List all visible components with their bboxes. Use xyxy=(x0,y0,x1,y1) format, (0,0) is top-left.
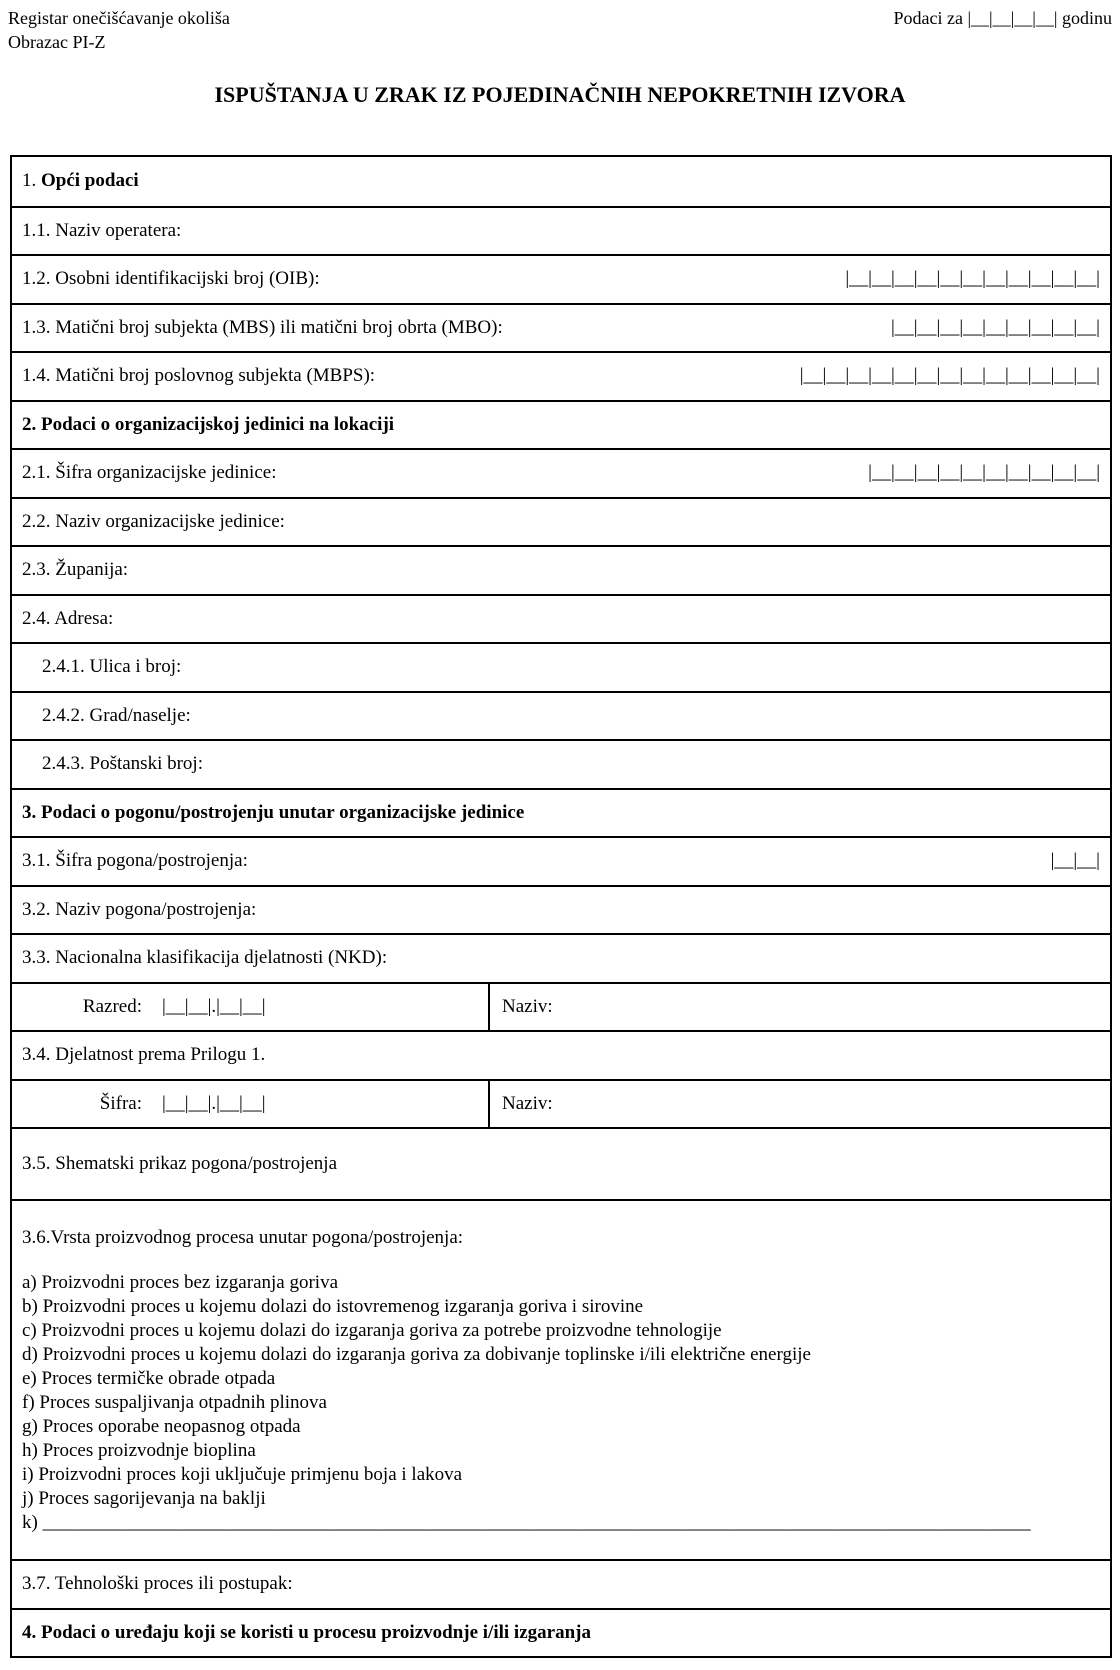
process-option-i[interactable]: i) Proizvodni proces koji uključuje primjenu boja i lakova xyxy=(22,1464,463,1485)
process-option-a[interactable]: a) Proizvodni proces bez izgaranja goriva xyxy=(22,1272,339,1293)
oib-field[interactable]: |__|__|__|__|__|__|__|__|__|__|__| xyxy=(845,268,1100,290)
process-type-block xyxy=(12,1199,1110,1559)
section-1-header xyxy=(12,157,1110,206)
org-unit-code-field[interactable]: |__|__|__|__|__|__|__|__|__|__| xyxy=(868,462,1100,484)
process-type-list xyxy=(22,1271,1100,1535)
section-1-title: Opći podaci xyxy=(41,170,139,192)
process-option-d[interactable]: d) Proizvodni proces u kojemu dolazi do izgaranja goriva za dobivanje toplinske i/ili električne energije xyxy=(22,1344,811,1365)
county-row[interactable] xyxy=(12,545,1110,594)
process-option-h[interactable]: h) Proces proizvodnje bioplina xyxy=(22,1440,256,1461)
data-for-label: Podaci za xyxy=(893,8,963,28)
nkd-class-row xyxy=(12,982,1110,1031)
operator-name-row[interactable] xyxy=(12,206,1110,255)
header-right xyxy=(893,6,1112,30)
mbs-field[interactable]: |__|__|__|__|__|__|__|__|__| xyxy=(890,316,1100,338)
annex-code-cell[interactable] xyxy=(12,1081,490,1128)
address-label: 2.4. Adresa: xyxy=(22,607,114,629)
street-label: 2.4.1. Ulica i broj: xyxy=(42,656,182,678)
mbps-field[interactable]: |__|__|__|__|__|__|__|__|__|__|__|__|__| xyxy=(799,365,1100,387)
section-1-number: 1. xyxy=(22,170,37,192)
oib-label: 1.2. Osobni identifikacijski broj (OIB): xyxy=(22,268,320,290)
class-label: Razred: xyxy=(82,995,142,1017)
process-option-b[interactable]: b) Proizvodni proces u kojemu dolazi do istovremenog izgaranja goriva i sirovine xyxy=(22,1296,644,1317)
address-row xyxy=(12,594,1110,643)
year-field[interactable]: |__|__|__|__| xyxy=(967,8,1058,28)
header-left xyxy=(8,6,230,54)
page-title: ISPUŠTANJA U ZRAK IZ POJEDINAČNIH NEPOKRETNIH IZVORA xyxy=(214,82,906,107)
nkd-class-cell[interactable] xyxy=(12,984,490,1031)
annex-activity-label: 3.4. Djelatnost prema Prilogu 1. xyxy=(22,1044,266,1066)
plant-code-row[interactable] xyxy=(12,836,1110,885)
schematic-row[interactable] xyxy=(12,1127,1110,1199)
section-3-header xyxy=(12,788,1110,837)
tech-process-row[interactable] xyxy=(12,1559,1110,1608)
annex-code-row xyxy=(12,1079,1110,1128)
section-4-title: 4. Podaci o uređaju koji se koristi u procesu proizvodnje i/ili izgaranja xyxy=(22,1621,591,1643)
city-label: 2.4.2. Grad/naselje: xyxy=(42,704,191,726)
operator-name-label: 1.1. Naziv operatera: xyxy=(22,219,182,241)
mbps-label: 1.4. Matični broj poslovnog subjekta (MBPS): xyxy=(22,365,376,387)
city-row[interactable] xyxy=(12,691,1110,740)
section-2-title: 2. Podaci o organizacijskoj jedinici na lokaciji xyxy=(22,413,395,435)
oib-row[interactable] xyxy=(12,254,1110,303)
schematic-label: 3.5. Shematski prikaz pogona/postrojenja xyxy=(22,1153,338,1174)
mbs-row[interactable] xyxy=(12,303,1110,352)
org-unit-name-label: 2.2. Naziv organizacijske jedinice: xyxy=(22,510,285,532)
plant-name-label: 3.2. Naziv pogona/postrojenja: xyxy=(22,898,257,920)
registry-name: Registar onečišćavanje okoliša xyxy=(8,8,230,28)
process-option-e[interactable]: e) Proces termičke obrade otpada xyxy=(22,1368,276,1389)
process-option-c[interactable]: c) Proizvodni proces u kojemu dolazi do izgaranja goriva za potrebe proizvodne tehnologije xyxy=(22,1320,722,1341)
plant-name-row[interactable] xyxy=(12,885,1110,934)
process-option-k[interactable]: k) ________________________________________________________________________________________________________ xyxy=(22,1512,1031,1533)
nkd-name-label: Naziv: xyxy=(502,995,553,1017)
plant-code-label: 3.1. Šifra pogona/postrojenja: xyxy=(22,850,248,872)
org-unit-code-row[interactable] xyxy=(12,448,1110,497)
plant-code-field[interactable]: |__|__| xyxy=(1050,850,1100,872)
mbs-label: 1.3. Matični broj subjekta (MBS) ili matični broj obrta (MBO): xyxy=(22,316,503,338)
process-option-j[interactable]: j) Proces sagorijevanja na baklji xyxy=(22,1488,266,1509)
section-3-title: 3. Podaci o pogonu/postrojenju unutar organizacijske jedinice xyxy=(22,801,525,823)
org-unit-code-label: 2.1. Šifra organizacijske jedinice: xyxy=(22,462,277,484)
process-option-f[interactable]: f) Proces suspaljivanja otpadnih plinova xyxy=(22,1392,327,1413)
org-unit-name-row[interactable] xyxy=(12,497,1110,546)
tech-process-label: 3.7. Tehnološki proces ili postupak: xyxy=(22,1573,293,1595)
annex-name-cell[interactable] xyxy=(490,1093,553,1115)
section-2-header xyxy=(12,400,1110,449)
street-row[interactable] xyxy=(12,642,1110,691)
nkd-row xyxy=(12,933,1110,982)
process-type-label: 3.6.Vrsta proizvodnog procesa unutar pogona/postrojenja: xyxy=(22,1227,464,1248)
nkd-label: 3.3. Nacionalna klasifikacija djelatnosti (NKD): xyxy=(22,947,388,969)
class-field[interactable]: |__|__|.|__|__| xyxy=(162,995,266,1017)
form-code: Obrazac PI-Z xyxy=(8,32,106,52)
section-4-header xyxy=(12,1608,1110,1657)
postal-code-label: 2.4.3. Poštanski broj: xyxy=(42,753,203,775)
annex-activity-row xyxy=(12,1030,1110,1079)
code-field[interactable]: |__|__|.|__|__| xyxy=(162,1092,266,1114)
code-label: Šifra: xyxy=(99,1092,142,1114)
year-suffix: godinu xyxy=(1061,8,1112,28)
annex-name-label: Naziv: xyxy=(502,1092,553,1114)
postal-code-row[interactable] xyxy=(12,739,1110,788)
mbps-row[interactable] xyxy=(12,351,1110,400)
county-label: 2.3. Županija: xyxy=(22,559,129,581)
process-option-g[interactable]: g) Proces oporabe neopasnog otpada xyxy=(22,1416,301,1437)
nkd-name-cell[interactable] xyxy=(490,996,553,1018)
form-table xyxy=(10,155,1112,1658)
